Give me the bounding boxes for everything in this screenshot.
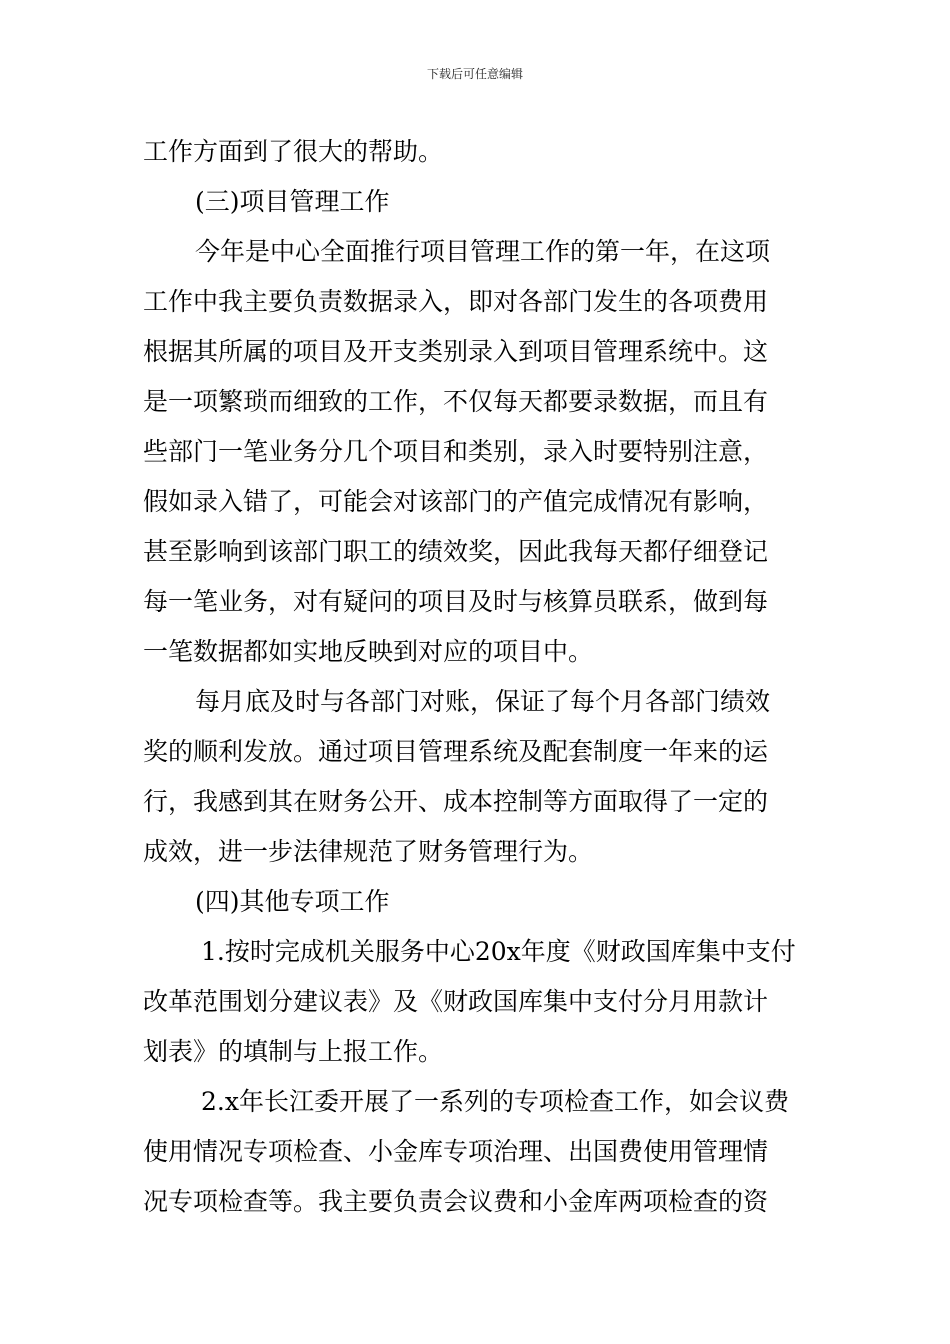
text-line: 是一项繁琐而细致的工作，不仅每天都要录数据，而且有 — [143, 387, 769, 416]
text-line: 况专项检查等。我主要负责会议费和小金库两项检查的资 — [143, 1187, 769, 1216]
text-line: 假如录入错了，可能会对该部门的产值完成情况有影响， — [143, 487, 769, 516]
document-body — [143, 127, 807, 1227]
text-line: 每月底及时与各部门对账，保证了每个月各部门绩效 — [195, 687, 771, 716]
section-heading: (三)项目管理工作 — [195, 187, 390, 216]
text-line: 奖的顺利发放。通过项目管理系统及配套制度一年来的运 — [143, 737, 769, 766]
text-line: 划表》的填制与上报工作。 — [143, 1037, 444, 1066]
section-heading: (四)其他专项工作 — [195, 887, 390, 916]
list-item-text: 2.x年长江委开展了一系列的专项检查工作，如会议费 — [201, 1087, 789, 1116]
text-line: 使用情况专项检查、小金库专项治理、出国费使用管理情 — [143, 1137, 769, 1166]
list-item-text: 1.按时完成机关服务中心20x年度《财政国库集中支付 — [201, 937, 796, 966]
text-line: 工作中我主要负责数据录入，即对各部门发生的各项费用 — [143, 287, 769, 316]
page-header: 下载后可任意编辑 — [426, 67, 523, 81]
text-line: 些部门一笔业务分几个项目和类别，录入时要特别注意， — [143, 437, 769, 466]
text-line: 工作方面到了很大的帮助。 — [143, 137, 444, 166]
text-line: 甚至影响到该部门职工的绩效奖，因此我每天都仔细登记 — [143, 537, 769, 566]
text-line: 行，我感到其在财务公开、成本控制等方面取得了一定的 — [143, 787, 769, 816]
text-line: 成效，进一步法律规范了财务管理行为。 — [143, 837, 594, 866]
text-line: 根据其所属的项目及开支类别录入到项目管理系统中。这 — [143, 337, 769, 366]
text-line: 今年是中心全面推行项目管理工作的第一年，在这项 — [195, 237, 771, 266]
text-line: 每一笔业务，对有疑问的项目及时与核算员联系，做到每 — [143, 587, 769, 616]
text-line: 一笔数据都如实地反映到对应的项目中。 — [143, 637, 594, 666]
text-line: 改革范围划分建议表》及《财政国库集中支付分月用款计 — [143, 987, 769, 1016]
